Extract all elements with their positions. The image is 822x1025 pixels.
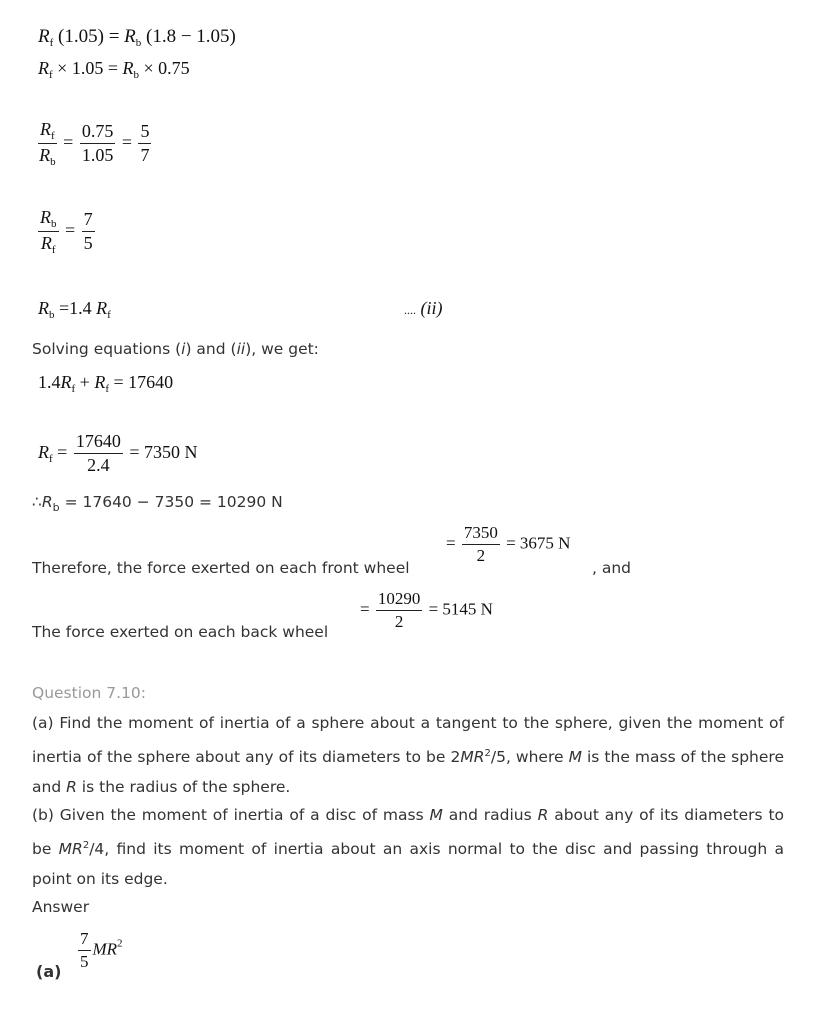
var: R [38,441,49,462]
sub: b [50,156,56,169]
fraction [78,930,91,971]
front-wheel-text: Therefore, the force exerted on each front wheel [32,559,410,577]
exponent: 2 [82,839,90,851]
value: = 17640 − 7350 = 10290 N [59,493,283,511]
value: = 17640 [113,372,174,392]
equals: = [65,220,76,241]
var: R [39,145,51,166]
therefore-symbol: ∴ [32,493,42,511]
fraction [462,524,500,565]
sub: b [133,69,139,81]
var: R [66,778,77,797]
text: i [181,340,186,358]
numerator: 5 [138,122,151,144]
equation-4 [36,208,97,256]
sub: f [51,130,55,142]
solving-text [32,340,319,358]
question-title: Question 7.10: [32,684,146,702]
var: R [96,298,108,318]
var: R [40,233,52,254]
text: is the mass of the sphere and [32,747,784,797]
fraction [376,590,423,631]
var: R [40,207,51,227]
equals: = [360,599,370,619]
var: MR [92,939,118,959]
var: M [568,747,582,766]
sub: f [49,69,53,81]
therefore-rb [32,493,283,514]
var: R [38,26,50,47]
value: = 3675 N [506,533,571,553]
sub: b [51,218,57,230]
value: = 7350 N [129,441,198,462]
equation-7 [38,432,197,476]
numerator: 7 [82,210,95,232]
exponent: 2 [484,747,491,759]
rest: × 1.05 = [57,58,118,78]
var: R [94,372,106,392]
var: R [124,26,136,47]
and-text: , and [592,559,632,577]
fraction [74,432,123,476]
tag: (ii) [420,298,443,318]
exponent: 2 [117,937,123,950]
sub: f [71,383,76,395]
equation-6 [38,372,173,395]
question-part-b [32,800,784,895]
dots: .... [404,303,416,317]
var: R [40,119,51,139]
var: R [122,58,134,78]
sub: f [107,309,111,321]
denominator: 7 [140,145,150,166]
text: /5, where [490,747,569,766]
numerator: 17640 [74,432,123,454]
value: 1.4 [38,372,61,392]
denominator: 2 [394,611,404,631]
numerator: 7 [78,930,91,951]
sub: b [49,309,55,321]
sub: f [49,452,53,465]
plus: + [79,372,90,392]
rest: × 0.75 [143,58,190,78]
denominator: 1.05 [81,145,114,166]
fraction [38,208,59,256]
question-part-a [32,708,784,803]
equation-2 [38,58,190,81]
back-wheel-text: The force exerted on each back wheel [32,623,329,641]
text: (a) Find the moment of inertia of a sphere about a tangent to the sphere, given the moment of inertia of the sphere about any of its diameters to be 2 [32,714,784,766]
text: is the radius of the sphere. [76,778,291,797]
var: R [60,372,72,392]
fraction [138,122,151,166]
sub: b [135,37,142,49]
equation-1 [38,26,236,49]
arg: (1.05) [58,26,104,47]
text: ii [236,340,246,358]
equals: = [57,441,68,462]
text: and radius [442,806,538,824]
equation-3 [36,120,153,168]
text: /4, find its moment of inertia about an axis normal to the disc and passing through a point on its edge. [32,839,784,889]
arg: (1.8 − 1.05) [146,26,236,47]
fraction [38,120,57,168]
text: about any of its diameters to be [32,806,785,858]
equals: = [108,26,120,47]
denominator: 5 [83,233,93,254]
var: R [38,298,49,318]
back-wheel-equation [360,590,493,631]
value: = 5145 N [428,599,493,619]
answer-label: Answer [32,898,90,916]
value: =1.4 [59,298,92,318]
sub: f [49,37,54,49]
numerator: 10290 [376,590,423,611]
fraction [80,122,116,166]
answer-a-equation [76,930,123,971]
front-wheel-equation [446,524,570,565]
text: ) and ( [185,340,237,358]
numerator: 7350 [462,524,500,545]
text: ), we get: [245,340,319,358]
var: R [537,806,549,824]
var: R [41,493,53,511]
denominator: 5 [80,951,89,971]
text: (b) Given the moment of inertia of a disc of mass [32,806,430,824]
sub: f [105,383,109,395]
text: Solving equations ( [32,340,182,358]
sub: f [51,244,56,257]
equals: = [446,533,456,553]
equals: = [121,132,132,153]
sub: b [52,501,60,515]
equation-tag [404,298,443,319]
var: M [429,806,443,824]
fraction [82,210,95,254]
var: MR [58,839,83,858]
answer-part-a-label: (a) [36,962,62,981]
denominator: 2 [476,545,486,565]
var: R [38,58,49,78]
var: MR [460,747,485,766]
equals: = [63,132,74,153]
denominator: 2.4 [87,454,110,475]
numerator: 0.75 [80,122,116,144]
equation-5 [38,298,111,321]
